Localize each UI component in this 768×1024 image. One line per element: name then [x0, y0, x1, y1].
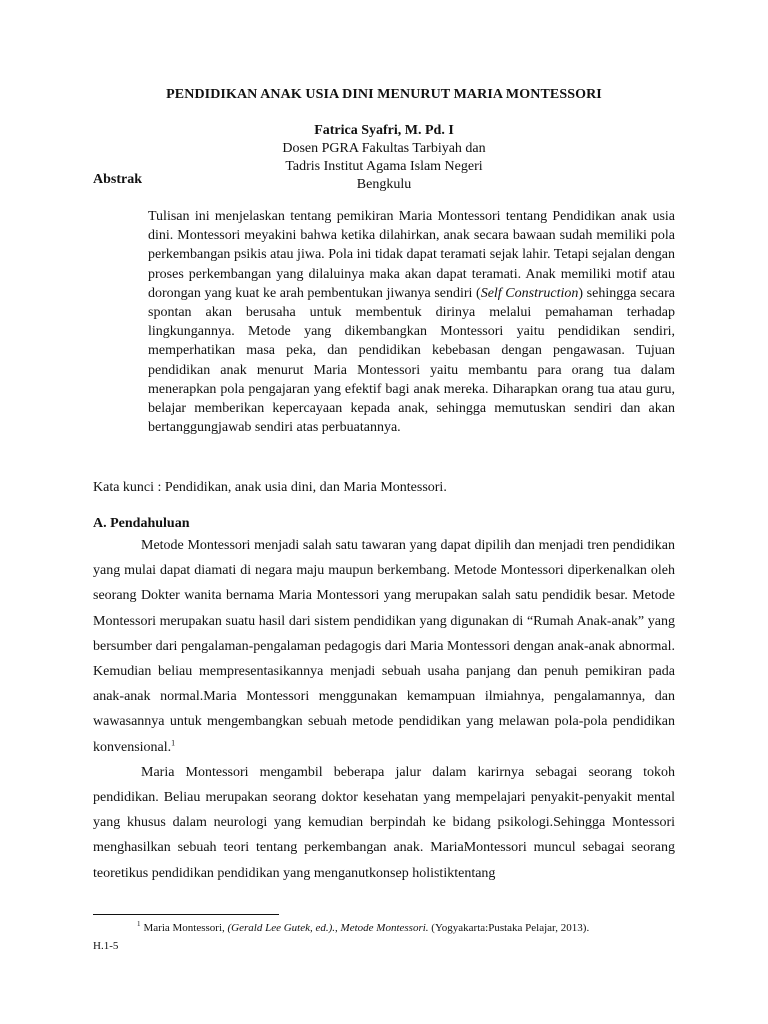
footnote [137, 922, 697, 934]
footnote-editor: (Gerald Lee Gutek, ed.). [227, 922, 336, 934]
paragraph-1-text: Metode Montessori menjadi salah satu tawaran yang dapat dipilih dan menjadi tren pendidikan yang mulai dapat diamati di negara maju maupun berkembang. Metode Montessori diperkenalkan oleh seorang Dokter wanita bernama Maria Montessori yang merupakan salah satu pendidik besar. Metode Montessori merupakan suatu hasil dari sistem pendidikan yang digunakan di “Rumah Anak-anak” yang bersumber dari pengalaman-pengalaman pedagogis dari Maria Montessori dengan anak-anak abnormal. Kemudian beliau mempresentasikannya menjadi sebuah usaha panjang dan penuh pemikiran pada anak-anak normal.Maria Montessori menggunakan kemampuan ilmiahnya, pengalamannya, dan wawasannya untuk mengembangkan sebuah metode pendidikan yang melawan pola-pola pendidikan konvensional. [93, 538, 675, 755]
abstract-italic-term: Self Construction [480, 285, 579, 301]
author-affiliation-line-2: Tadris Institut Agama Islam Negeri [285, 159, 483, 174]
abstract-label: Abstrak [93, 172, 143, 187]
footnote-number: 1 [137, 920, 141, 929]
body-text [93, 533, 675, 886]
keywords: Kata kunci : Pendidikan, anak usia dini, dan Maria Montessori. [93, 480, 447, 495]
author-block [228, 122, 540, 194]
page-number: H.1-5 [93, 940, 119, 952]
paper-title: PENDIDIKAN ANAK USIA DINI MENURUT MARIA MONTESSORI [166, 87, 602, 102]
abstract-text [148, 207, 675, 437]
author-affiliation-line-3: Bengkulu [356, 177, 412, 192]
footnote-text-end: (Yogyakarta:Pustaka Pelajar, 2013). [428, 922, 590, 934]
footnote-divider [93, 914, 279, 915]
footnote-text-start: Maria Montessori, [143, 922, 228, 934]
section-heading: A. Pendahuluan [93, 516, 190, 531]
paragraph-1 [93, 533, 675, 760]
author-name: Fatrica Syafri, M. Pd. I [314, 123, 454, 138]
abstract-text-part-2: ) sehingga secara spontan akan berusaha untuk membentuk dirinya melalui pemahaman terhadap lingkungannya. Metode yang dikembangkan Montessori yaitu pendidikan sendiri, memperhatikan masa peka, dan pendidikan kebebasan dengan pengawasan. Tujuan pendidikan anak menurut Maria Montessori yaitu membantu para orang tua dalam menerapkan pola pengajaran yang efektif bagi anak mereka. Diharapkan orang tua atau guru, belajar memberikan kepercayaan kepada anak, sehingga memutuskan sendiri dan akan bertanggungjawab sendiri atas perbuatannya. [148, 285, 675, 436]
footnote-book-title: Metode Montessori. [340, 922, 429, 934]
author-affiliation-line-1: Dosen PGRA Fakultas Tarbiyah dan [282, 141, 486, 156]
footnote-separator: , [335, 922, 341, 934]
paragraph-2: Maria Montessori mengambil beberapa jalur dalam karirnya sebagai seorang tokoh pendidikan. Beliau merupakan seorang doktor kesehatan yang mempelajari penyakit-penyakit mental yang khusus dalam neurologi yang kemudian berpindah ke bidang psikologi.Sehingga Montessori menghasilkan sebuah teori tentang perkembangan anak. MariaMontessori muncul sebagai seorang teoretikus pendidikan pendidikan yang menganutkonsep holistiktentang [93, 764, 675, 881]
footnote-reference: 1 [171, 737, 176, 747]
abstract-text-part-1: Tulisan ini menjelaskan tentang pemikiran Maria Montessori tentang Pendidikan anak usia dini. Montessori meyakini bahwa ketika dilahirkan, anak secara bawaan sudah memiliki pola perkembangan psikis atau jiwa. Pola ini tidak dapat teramati sejak lahir. Tetapi sejalan dengan proses perkembangan yang dilaluinya maka akan dapat teramati. Anak memiliki motif atau dorongan yang kuat ke arah pembentukan jiwanya sendiri ( [148, 209, 675, 301]
